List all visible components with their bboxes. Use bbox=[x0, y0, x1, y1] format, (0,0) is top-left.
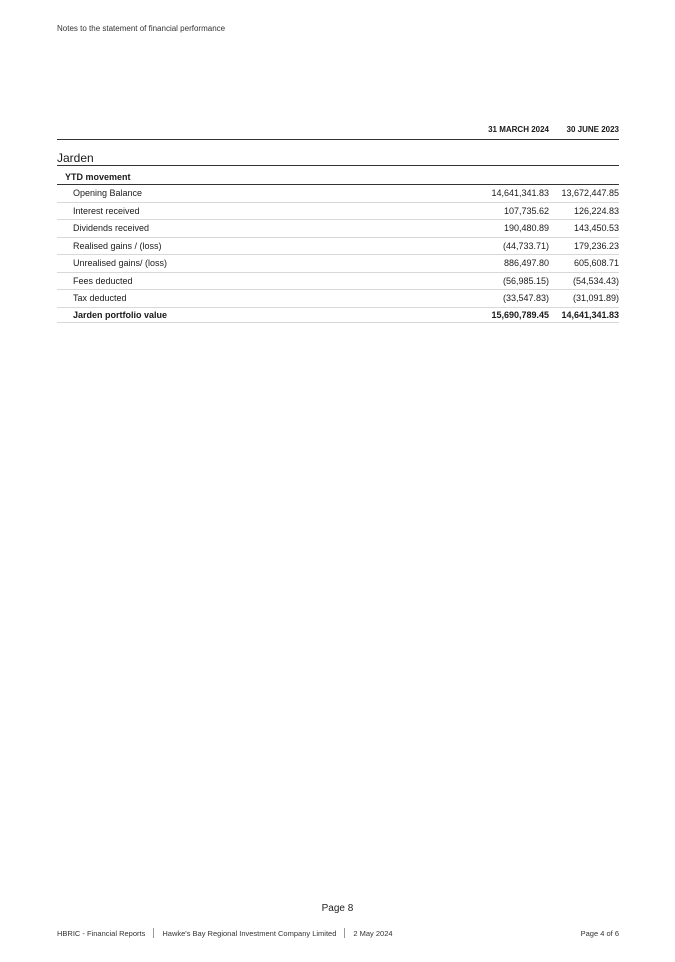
total-value-2024: 15,690,789.45 bbox=[491, 309, 549, 320]
row-label: Interest received bbox=[73, 205, 140, 216]
row-value-2024: (44,733.71) bbox=[502, 240, 549, 251]
column-header-row bbox=[57, 125, 619, 140]
table-row bbox=[57, 220, 619, 238]
row-label: Realised gains / (loss) bbox=[73, 240, 162, 251]
total-value-2023: 14,641,341.83 bbox=[561, 309, 619, 320]
financial-table bbox=[57, 125, 619, 323]
row-label: Dividends received bbox=[73, 223, 150, 234]
row-value-2024: (56,985.15) bbox=[502, 275, 549, 286]
row-value-2023: (54,534.43) bbox=[572, 275, 619, 286]
row-value-2024: (33,547.83) bbox=[502, 293, 549, 304]
row-label: Tax deducted bbox=[73, 293, 127, 304]
row-value-2023: 126,224.83 bbox=[573, 205, 619, 216]
row-value-2024: 107,735.62 bbox=[503, 205, 549, 216]
column-header-june-2023: 30 JUNE 2023 bbox=[566, 125, 619, 134]
table-row bbox=[57, 255, 619, 273]
footer-divider bbox=[344, 928, 345, 938]
row-label: Fees deducted bbox=[73, 275, 133, 286]
footer-page-count: Page 4 of 6 bbox=[580, 928, 619, 938]
row-value-2024: 886,497.80 bbox=[503, 258, 549, 269]
row-value-2023: 13,672,447.85 bbox=[561, 188, 619, 199]
row-label: Opening Balance bbox=[73, 188, 143, 199]
row-value-2023: (31,091.89) bbox=[572, 293, 619, 304]
table-row bbox=[57, 203, 619, 221]
row-value-2023: 143,450.53 bbox=[573, 223, 619, 234]
footer-divider bbox=[153, 928, 154, 938]
row-label: Unrealised gains/ (loss) bbox=[73, 258, 168, 269]
section-title: Jarden bbox=[57, 151, 619, 166]
total-row bbox=[57, 308, 619, 323]
footer bbox=[57, 928, 619, 938]
table-row bbox=[57, 185, 619, 203]
column-header-march-2024: 31 MARCH 2024 bbox=[488, 125, 549, 134]
table-row bbox=[57, 238, 619, 256]
row-value-2024: 14,641,341.83 bbox=[491, 188, 549, 199]
table-row bbox=[57, 290, 619, 308]
footer-report-name: HBRIC - Financial Reports bbox=[57, 928, 146, 938]
subsection-title: YTD movement bbox=[57, 171, 619, 185]
row-value-2023: 179,236.23 bbox=[573, 240, 619, 251]
table-row bbox=[57, 273, 619, 291]
footer-date: 2 May 2024 bbox=[353, 928, 393, 938]
total-label: Jarden portfolio value bbox=[73, 309, 168, 320]
row-value-2023: 605,608.71 bbox=[573, 258, 619, 269]
page-number-label: Page 8 bbox=[321, 903, 354, 914]
footer-company-name: Hawke's Bay Regional Investment Company Limited bbox=[162, 928, 337, 938]
header-note: Notes to the statement of financial performance bbox=[57, 24, 226, 33]
row-value-2024: 190,480.89 bbox=[503, 223, 549, 234]
